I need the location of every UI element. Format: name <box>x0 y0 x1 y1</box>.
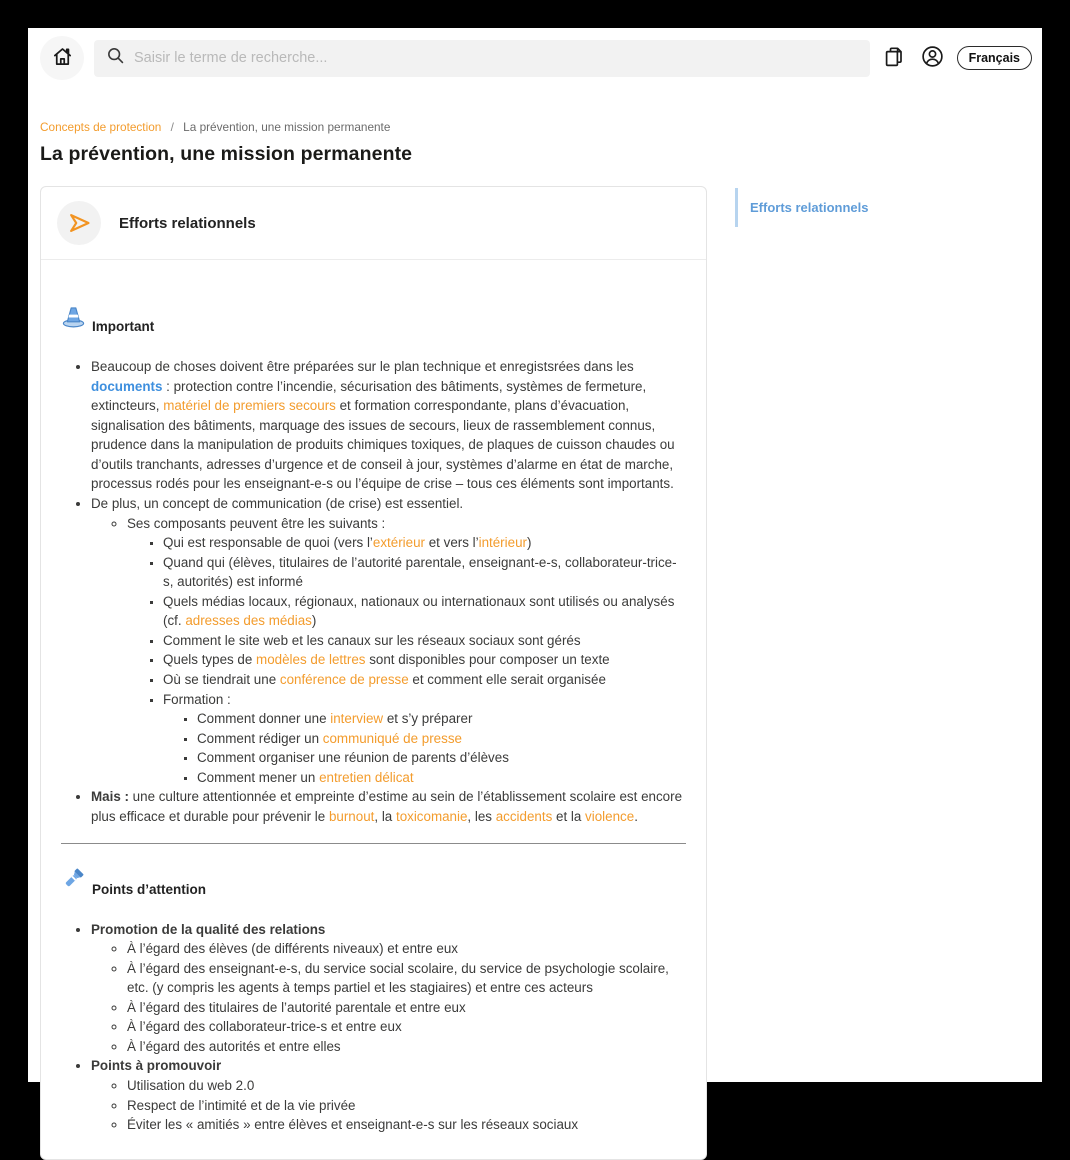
inline-link[interactable]: entretien délicat <box>319 769 414 785</box>
list-item: ▪ Comment mener un entretien délicat <box>197 768 686 788</box>
inline-link[interactable]: toxicomanie <box>395 808 468 824</box>
user-icon <box>920 44 945 72</box>
inline-link[interactable]: violence <box>585 808 635 824</box>
inline-link[interactable]: burnout <box>328 808 375 824</box>
breadcrumb-parent-link[interactable]: Concepts de protection <box>40 120 162 134</box>
toc-sidebar <box>735 186 1030 227</box>
list-item: ◦ À l’égard des autorités et entre elles <box>127 1037 686 1057</box>
page-title: La prévention, une mission permanente <box>40 143 413 165</box>
list-item: ◦ À l’égard des enseignant-e-s, du service social scolaire, du service de psychologie scolaire, etc. (y compris les agents à temps partiel et les stagiaires) et entre ces acteurs <box>127 959 686 998</box>
list-item: ▪ Quels types de modèles de lettres sont disponibles pour composer un texte <box>163 650 686 670</box>
user-button[interactable] <box>918 42 947 74</box>
list-item: ▪ Comment donner une interview et s’y préparer <box>197 709 686 729</box>
main-content <box>40 186 1030 1160</box>
section-points-attention <box>61 866 686 1135</box>
inline-link[interactable]: matériel de premiers secours <box>163 398 336 414</box>
inline-link[interactable]: conférence de presse <box>279 672 409 687</box>
breadcrumb-separator: / <box>170 120 174 134</box>
points-list <box>61 920 686 1135</box>
language-button[interactable]: Français <box>957 46 1032 70</box>
header <box>28 28 1042 80</box>
inline-link[interactable]: adresses des médias <box>185 613 312 629</box>
list-item: ▪ Comment rédiger un communiqué de presse <box>197 729 686 749</box>
inline-link[interactable]: intérieur <box>478 535 527 551</box>
flashlight-icon <box>61 866 86 896</box>
inline-link[interactable]: interview <box>330 711 384 727</box>
list-item: ▪ Quels médias locaux, régionaux, nationaux ou internationaux sont utilisés ou analysés (cf. adresses des médias) <box>163 592 686 631</box>
search-input[interactable] <box>134 50 858 66</box>
list-item: ▪ Quand qui (élèves, titulaires de l’autorité parentale, enseignant-e-s, collaborateur-trice-s, autorités) est informé <box>163 553 686 592</box>
list-item: ▪ Formation : ▪ Comment donner une interview et s’y préparer ▪ Comment rédiger un communiqué de presse ▪ Comment organiser une réunion de parents d’élèves ▪ Comment mener un entretien délicat <box>163 690 686 788</box>
toc-item-efforts-relationnels[interactable]: Efforts relationnels <box>735 188 1030 227</box>
section-heading: Points d’attention <box>92 881 206 897</box>
list-item: ◦ Respect de l’intimité et de la vie privée <box>127 1096 686 1116</box>
inline-link[interactable]: documents <box>91 378 163 394</box>
list-item: ◦ À l’égard des collaborateur-trice-s et entre eux <box>127 1017 686 1037</box>
section-heading: Important <box>92 319 155 334</box>
inline-link[interactable]: extérieur <box>372 535 426 551</box>
list-item: • Beaucoup de choses doivent être préparées sur le plan technique et enregistsrées dans les documents : protection contre l’incendie, sécurisation des bâtiments, systèmes de fermeture, extincteurs, matériel de premiers secours et formation correspondante, plans d’évacuation, signalisation des bâtiments, marquage des issues de secours, lieux de rassemblement connus, prudence dans la manipulation de produits chimiques toxiques, de plaques de cuisson chaudes ou d’outils tranchants, adresses d’urgence et de conseil à jour, systèmes d’alarme en état de marche, processus rodés pour les enseignant-e-s ou l’équipe de crise – tous ces éléments sont importants. <box>91 357 686 494</box>
card-body <box>41 260 706 1159</box>
copy-icon <box>882 45 906 72</box>
inline-link[interactable]: accidents <box>495 808 553 824</box>
list-item: ▪ Qui est responsable de quoi (vers l’extérieur et vers l’intérieur) <box>163 533 686 553</box>
breadcrumb-current: La prévention, une mission permanente <box>183 120 391 134</box>
list-item: ◦ Utilisation du web 2.0 <box>127 1076 686 1096</box>
list-item: ◦ Éviter les « amitiés » entre élèves et enseignant-e-s sur les réseaux sociaux <box>127 1115 686 1135</box>
inline-link[interactable]: communiqué de presse <box>322 730 462 746</box>
section-heading-row <box>61 866 686 898</box>
list-item: ▪ Où se tiendrait une conférence de presse et comment elle serait organisée <box>163 670 686 690</box>
list-item: • Points à promouvoir ◦ Utilisation du web 2.0 ◦ Respect de l’intimité et de la vie privée ◦ Éviter les « amitiés » entre élèves et enseignant-e-s sur les réseaux sociaux <box>91 1056 686 1134</box>
card-header[interactable] <box>41 187 706 260</box>
list-item: ◦ À l’égard des titulaires de l’autorité parentale et entre eux <box>127 998 686 1018</box>
card-title: Efforts relationnels <box>119 214 256 232</box>
section-divider <box>61 843 686 844</box>
search-icon <box>106 46 125 70</box>
copy-pages-button[interactable] <box>880 43 908 74</box>
inline-link[interactable]: modèles de lettres <box>256 652 366 668</box>
content-card <box>40 186 707 1160</box>
home-icon <box>51 45 74 71</box>
list-item: ◦ À l’égard des élèves (de différents niveaux) et entre eux <box>127 939 686 959</box>
search-box <box>94 40 870 77</box>
section-heading-row <box>61 304 686 335</box>
home-button[interactable] <box>40 36 84 80</box>
list-item: • Mais : une culture attentionnée et empreinte d’estime au sein de l’établissement scolaire est encore plus efficace et durable pour prévenir le burnout, la toxicomanie, les accidents et la violence. <box>91 787 686 826</box>
breadcrumb <box>40 120 1030 134</box>
arrow-right-icon <box>57 201 101 245</box>
cone-icon <box>61 304 86 333</box>
list-item: • De plus, un concept de communication (de crise) est essentiel. ◦ Ses composants peuvent être les suivants : ▪ Qui est responsable de quoi (vers l’extérieur et vers l’intérieur) ▪ Quand qui (élèves, titulaires de l’autorité parentale, enseignant-e-s, collaborateur-trice-s, autorités) est informé ▪ Quels médias locaux, régionaux, nationaux ou internationaux sont utilisés ou analysés (cf. adresses des médias) ▪ Comment le site web et les canaux sur les réseaux sociaux sont gérés ▪ Quels types de modèles de lettres sont disponibles pour composer un texte ▪ Où se tiendrait une conférence de presse et comment elle serait organisée ▪ Formation : ▪ Comment donner une interview et s’y préparer ▪ Comment rédiger un communiqué de presse ▪ Comment organiser une réunion de parents d’élèves ▪ Comment mener un entretien délicat <box>91 494 686 787</box>
list-item: ▪ Comment le site web et les canaux sur les réseaux sociaux sont gérés <box>163 631 686 651</box>
section-important <box>61 304 686 827</box>
list-item: ▪ Comment organiser une réunion de parents d’élèves <box>197 748 686 768</box>
list-item: ◦ Ses composants peuvent être les suivants : ▪ Qui est responsable de quoi (vers l’extérieur et vers l’intérieur) ▪ Quand qui (élèves, titulaires de l’autorité parentale, enseignant-e-s, collaborateur-trice-s, autorités) est informé ▪ Quels médias locaux, régionaux, nationaux ou internationaux sont utilisés ou analysés (cf. adresses des médias) ▪ Comment le site web et les canaux sur les réseaux sociaux sont gérés ▪ Quels types de modèles de lettres sont disponibles pour composer un texte ▪ Où se tiendrait une conférence de presse et comment elle serait organisée ▪ Formation : ▪ Comment donner une interview et s’y préparer ▪ Comment rédiger un communiqué de presse ▪ Comment organiser une réunion de parents d’élèves ▪ Comment mener un entretien délicat <box>127 514 686 788</box>
page <box>28 28 1042 1133</box>
important-list <box>61 357 686 827</box>
list-item: • Promotion de la qualité des relations ◦ À l’égard des élèves (de différents niveaux) et entre eux ◦ À l’égard des enseignant-e-s, du service social scolaire, du service de psychologie scolaire, etc. (y compris les agents à temps partiel et les stagiaires) et entre ces acteurs ◦ À l’égard des titulaires de l’autorité parentale et entre eux ◦ À l’égard des collaborateur-trice-s et entre eux ◦ À l’égard des autorités et entre elles <box>91 920 686 1057</box>
